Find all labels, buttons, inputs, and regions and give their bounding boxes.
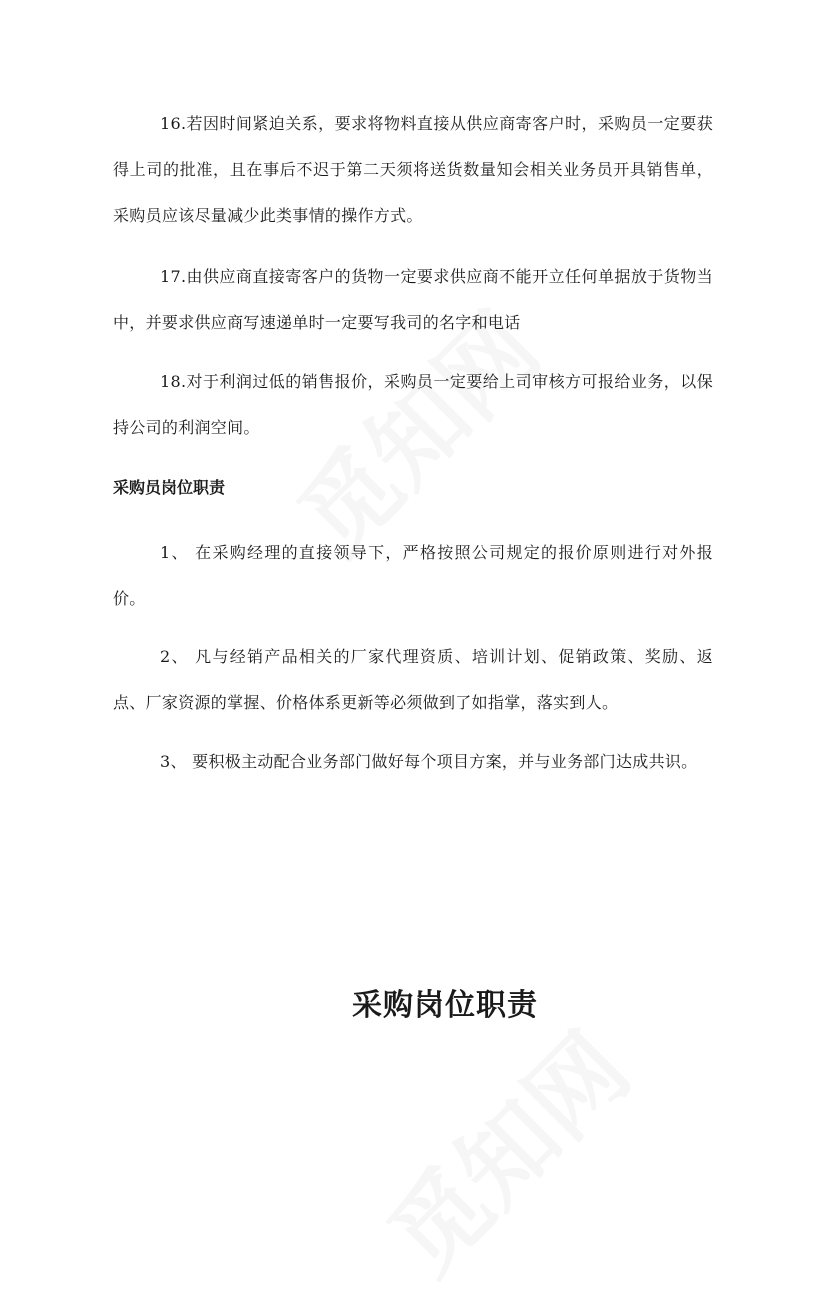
section-heading: 采购员岗位职责 bbox=[113, 478, 226, 497]
main-heading: 采购岗位职责 bbox=[352, 988, 538, 1023]
duty-item-3: 3、 要积极主动配合业务部门做好每个项目方案，并与业务部门达成共识。 bbox=[160, 752, 698, 771]
watermark bbox=[354, 998, 655, 1299]
paragraph-17: 17.由供应商直接寄客户的货物一定要求供应商不能开立任何单据放于货物当中，并要求供应商写速递单时一定要写我司的名字和电话 bbox=[113, 267, 713, 332]
paragraph-16: 16.若因时间紧迫关系，要求将物料直接从供应商寄客户时，采购员一定要获得上司的批准，且在事后不迟于第二天须将送货数量知会相关业务员开具销售单，采购员应该尽量减少此类事情的操作方式。 bbox=[113, 114, 713, 225]
paragraph-18: 18.对于利润过低的销售报价，采购员一定要给上司审核方可报给业务，以保持公司的利润空间。 bbox=[113, 372, 713, 437]
duty-item-2: 2、 凡与经销产品相关的厂家代理资质、培训计划、促销政策、奖励、返点、厂家资源的掌握、价格体系更新等必须做到了如指掌，落实到人。 bbox=[113, 647, 713, 712]
duty-item-1: 1、 在采购经理的直接领导下，严格按照公司规定的报价原则进行对外报价。 bbox=[113, 543, 713, 608]
